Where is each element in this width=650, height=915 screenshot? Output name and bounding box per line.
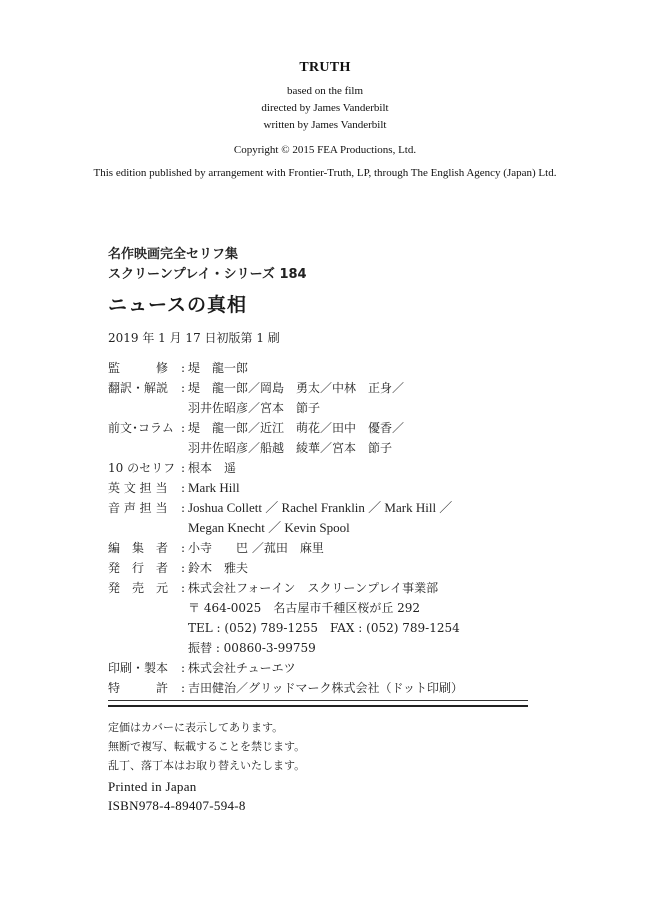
staff-credits — [108, 358, 538, 698]
credit-row-editor: 編 集 者 : 小寺 巴 ／菰田 麻里 — [108, 538, 538, 558]
credit-value: 羽井佐昭彦／船越 綾華／宮本 節子 — [188, 441, 393, 455]
credit-label: 翻訳・解説 — [108, 381, 169, 395]
printing-info — [108, 777, 246, 815]
credit-value: 堤 龍一郎／近江 萌花／田中 優香／ — [188, 421, 405, 435]
credit-value: 堤 龍一郎 — [188, 361, 249, 375]
credit-label: 特 許 — [108, 681, 169, 695]
series-name: 名作映画完全セリフ集 — [108, 247, 239, 262]
edition-arrangement-line: This edition published by arrangement with Frontier-Truth, LP, through The English Agency (Japan) Ltd. — [93, 167, 557, 179]
credit-label: 発 行 者 — [108, 561, 169, 575]
copy-notice: 無断で複写、転載することを禁じます。 — [108, 740, 306, 753]
defect-notice: 乱丁、落丁本はお取り替えいたします。 — [108, 759, 306, 772]
postal-transfer: 振替 : 00860-3-99759 — [188, 641, 316, 655]
series-number: スクリーンプレイ・シリーズ 184 — [108, 267, 307, 282]
postal-address: 〒 464-0025 名古屋市千種区桜が丘 292 — [188, 601, 421, 615]
credit-row-english: 英 文 担 当 : Mark Hill — [108, 478, 538, 498]
credit-value: 小寺 巴 ／菰田 麻里 — [188, 541, 324, 555]
book-title: ニュースの真相 — [108, 294, 248, 316]
edition-date: 2019 年 1 月 17 日初版第 1 刷 — [108, 331, 280, 345]
credit-value: 株式会社チューエツ — [188, 661, 296, 675]
original-title: TRUTH — [299, 60, 351, 75]
credit-row-ten-lines: 10 のセリフ : 根本 遥 — [108, 458, 538, 478]
credit-value: 根本 遥 — [188, 461, 237, 475]
credit-label: 英 文 担 当 — [108, 481, 168, 495]
credit-value: 羽井佐昭彦／宮本 節子 — [188, 401, 321, 415]
divider-thin — [108, 700, 528, 701]
credit-row-preface-cont — [108, 438, 538, 458]
english-credits — [0, 60, 650, 182]
credit-value: 堤 龍一郎／岡島 勇太／中林 正身／ — [188, 381, 405, 395]
based-on-line: based on the film — [286, 85, 364, 97]
credit-label: 監 修 — [108, 361, 169, 375]
credit-row-preface: 前文･コラム : 堤 龍一郎／近江 萌花／田中 優香／ — [108, 418, 538, 438]
credit-row-translation: 翻訳・解説 : 堤 龍一郎／岡島 勇太／中林 正身／ — [108, 378, 538, 398]
credit-label: 印刷・製本 — [108, 661, 169, 675]
copyright-line: Copyright © 2015 FEA Productions, Ltd. — [233, 144, 417, 156]
credit-value: 株式会社フォーイン スクリーンプレイ事業部 — [188, 581, 439, 595]
notice-block — [108, 718, 305, 775]
credit-row-printing: 印刷・製本 : 株式会社チューエツ — [108, 658, 538, 678]
credit-value: Megan Knecht ／ Kevin Spool — [188, 520, 350, 535]
credit-label: 編 集 者 — [108, 541, 169, 555]
credit-row-patent: 特 許 : 吉田健治／グリッドマーク株式会社（ドット印刷） — [108, 678, 538, 698]
credit-label: 発 売 元 — [108, 581, 169, 595]
divider-thick — [108, 705, 528, 707]
isbn: ISBN978-4-89407-594-8 — [108, 798, 246, 813]
tel-fax: TEL : (052) 789-1255 FAX : (052) 789-1254 — [188, 621, 460, 635]
credit-label: 前文･コラム — [108, 421, 174, 435]
credit-row-tel-fax — [108, 618, 538, 638]
credit-row-voice: 音 声 担 当 : Joshua Collett ／ Rachel Franklin ／ Mark Hill ／ — [108, 498, 538, 518]
credit-value: Mark Hill — [188, 480, 240, 495]
credit-row-address — [108, 598, 538, 618]
credit-value: 吉田健治／グリッドマーク株式会社（ドット印刷） — [188, 681, 464, 695]
credit-label: 10 のセリフ — [108, 461, 176, 475]
credit-value: 鈴木 雅夫 — [188, 561, 249, 575]
credit-row-distributor: 発 売 元 : 株式会社フォーイン スクリーンプレイ事業部 — [108, 578, 538, 598]
credit-row-translation-cont — [108, 398, 538, 418]
written-by-line: written by James Vanderbilt — [263, 119, 387, 131]
directed-by-line: directed by James Vanderbilt — [261, 102, 389, 114]
credit-label: 音 声 担 当 — [108, 501, 168, 515]
credit-row-publisher: 発 行 者 : 鈴木 雅夫 — [108, 558, 538, 578]
japanese-title-block — [108, 245, 538, 346]
credit-value: Joshua Collett ／ Rachel Franklin ／ Mark Hill ／ — [188, 500, 453, 515]
printed-in: Printed in Japan — [108, 779, 197, 794]
credit-row-voice-cont — [108, 518, 538, 538]
credit-row-supervisor: 監 修 : 堤 龍一郎 — [108, 358, 538, 378]
credit-row-transfer — [108, 638, 538, 658]
price-notice: 定価はカバーに表示してあります。 — [108, 721, 284, 734]
